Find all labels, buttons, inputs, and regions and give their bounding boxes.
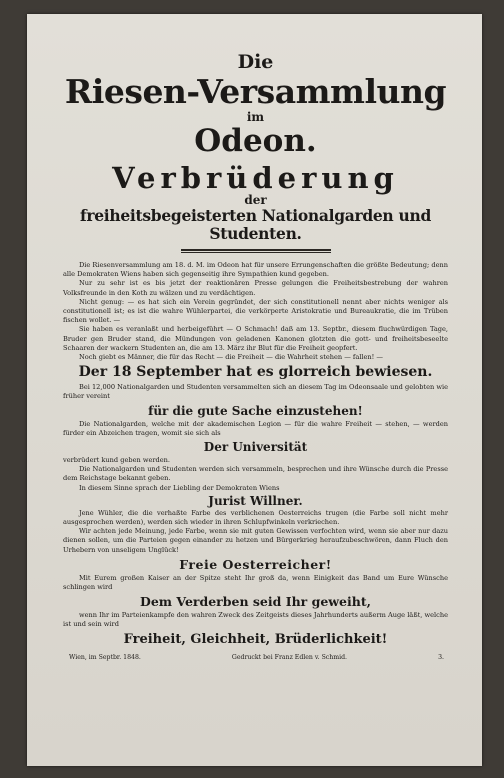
- header-divider: [181, 249, 331, 253]
- paragraph: Bei 12,000 Nationalgarden und Studenten versammelten sich an diesem Tag im Odeonsaale und gelobten wie früher vereint: [63, 383, 448, 401]
- paragraph: Noch giebt es Männer, die für das Recht — die Freiheit — die Wahrheit stehen — fallen! —: [79, 353, 384, 362]
- heading-verderben: Dem Verderben seid Ihr geweiht,: [140, 594, 371, 610]
- header-subtitle: freiheitsbegeisterten Nationalgarden und Studenten.: [80, 206, 431, 243]
- footer: [63, 653, 448, 662]
- heading-18-september: Der 18 September hat es glorreich bewiesen.: [78, 364, 433, 381]
- footer-place-date: Wien, im Septbr. 1848.: [69, 653, 141, 661]
- paragraph: Jene Wühler, die die verhaßte Farbe des verblichenen Oesterreichs trugen (die Farbe soll nicht mehr ausgesprochen werden), werden sich wieder in ihren Schlupfwinkeln verkriechen.: [63, 508, 448, 527]
- header-die: Die: [237, 51, 274, 73]
- paragraph: Die Riesenversammlung am 18. d. M. im Odeon hat für unsere Errungenschaften die größte Bedeutung; denn alle Demokraten Wiens haben sich gegenseitig ihre Sympathien kund gegeben.: [63, 261, 448, 279]
- header-im: im: [246, 110, 265, 124]
- paragraph: Nur zu sehr ist es bis jetzt der reaktionären Presse gelungen die Freiheitsbestrebung der wahren Volksfreunde in den Koth zu wälzen und zu verdächtigen.: [63, 279, 448, 297]
- header-title: Riesen-Versammlung: [64, 72, 447, 111]
- poster-body: [63, 261, 448, 647]
- poster-sheet: [27, 14, 482, 766]
- heading-universitaet: Der Universität: [203, 440, 308, 455]
- footer-number: 3.: [438, 653, 444, 661]
- paragraph: Die Nationalgarden, welche mit der akademischen Legion — für die wahre Freiheit — stehen, — werden fürder ein Abzeichen tragen, womit sie sich als: [63, 419, 448, 437]
- paragraph: wenn Ihr im Parteienkampfe den wahren Zweck des Zeitgeists dieses Jahrhunderts außerm Auge läßt, welche ist und sein wird: [63, 611, 448, 629]
- header-der: der: [244, 193, 267, 207]
- paragraph: Sie haben es veranlaßt und herbeigeführt — O Schmach! daß am 13. Septbr., diesem fluchwürdigen Tage, Bruder gen Bruder stand, die Mündungen von geladenen Kanonen glotzten die gott- und freiheitsbeseelte Schaaren der wackern Studenten an, die am 13. März ihr Blut für die Freiheit geopfert.: [63, 325, 448, 352]
- footer-printer: Gedruckt bei Franz Edlen v. Schmid.: [231, 653, 348, 661]
- header-odeon: Odeon.: [194, 123, 317, 159]
- paragraph: Wir achten jede Meinung, jede Farbe, wenn sie mit guten Gewissen verfochten wird, wenn sie aber nur dazu dienen sollen, um die Parteien gegen einander zu hetzen und Bürgerkrieg heraufzubeschwören, dann Fluch den Urhebern von unseligem Unglück!: [63, 527, 448, 554]
- paragraph: In diesem Sinne sprach der Liebling der Demokraten Wiens: [79, 483, 280, 492]
- heading-freie-oesterreicher: Freie Oesterreicher!: [179, 556, 332, 572]
- paragraph: verbrüdert kund geben werden.: [63, 456, 170, 465]
- header-verbruederung: Verbrüderung: [112, 161, 399, 195]
- paragraph: Mit Eurem großen Kaiser an der Spitze steht Ihr groß da, wenn Einigkeit das Band um Eure Wünsche schlingen wird: [63, 573, 448, 592]
- heading-jurist-willner: Jurist Willner.: [208, 493, 303, 508]
- paragraph: Die Nationalgarden und Studenten werden sich versammeln, besprechen und ihre Wünsche durch die Presse dem Reichstage bekannt geben.: [63, 465, 448, 483]
- paragraph: Nicht genug: — es hat sich ein Verein gegründet, der sich constitutionell nennt aber nichts weniger als constitutionell ist; es ist die wahre Wühlerpartei, die verkörperte Aristokratie und Bureaukratie, die im Trüben fischen wollet. —: [63, 297, 448, 325]
- heading-freiheit-gleichheit: Freiheit, Gleichheit, Brüderlichkeit!: [123, 631, 388, 647]
- heading-gute-sache: für die gute Sache einzustehen!: [148, 403, 363, 418]
